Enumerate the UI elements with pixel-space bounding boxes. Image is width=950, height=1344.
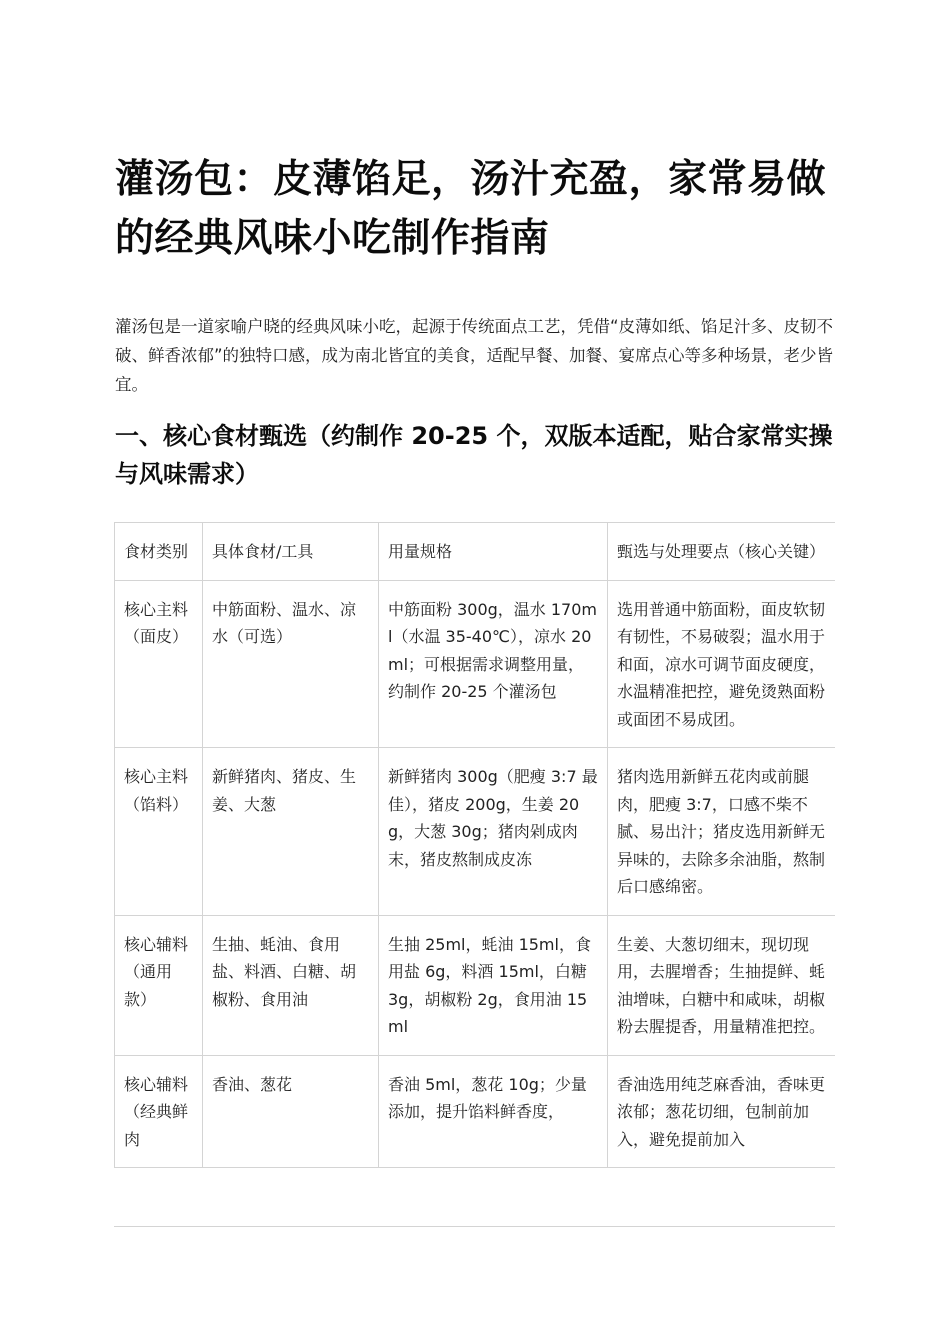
table-header-cell: 用量规格 xyxy=(379,523,608,581)
table-header-cell: 甄选与处理要点（核心关键） xyxy=(608,523,836,581)
table-cell-category: 核心主料（馅料） xyxy=(115,748,203,916)
table-cell-items: 新鲜猪肉、猪皮、生姜、大葱 xyxy=(203,748,379,916)
table-cell-category: 核心主料（面皮） xyxy=(115,580,203,748)
table-cell-notes: 生姜、大葱切细末，现切现用，去腥增香；生抽提鲜、蚝油增味，白糖中和咸味，胡椒粉去腥提香，用量精准把控。 xyxy=(608,915,836,1055)
table-row xyxy=(115,1055,836,1168)
table-header-cell: 食材类别 xyxy=(115,523,203,581)
table-row xyxy=(115,915,836,1055)
table-cell-items: 中筋面粉、温水、凉水（可选） xyxy=(203,580,379,748)
section-heading-ingredients: 一、核心食材甄选（约制作 20-25 个，双版本适配，贴合家常实操与风味需求） xyxy=(115,422,833,488)
table-cell-amount: 香油 5ml，葱花 10g；少量添加，提升馅料鲜香度， xyxy=(379,1055,608,1168)
table-row xyxy=(115,580,836,748)
table-cell-items: 生抽、蚝油、食用盐、料酒、白糖、胡椒粉、食用油 xyxy=(203,915,379,1055)
document-page xyxy=(115,150,835,493)
table-cell-notes: 猪肉选用新鲜五花肉或前腿肉，肥瘦 3:7，口感不柴不腻、易出汁；猪皮选用新鲜无异味的，去除多余油脂，熬制后口感绵密。 xyxy=(608,748,836,916)
document-title: 灌汤包：皮薄馅足，汤汁充盈，家常易做的经典风味小吃制作指南 xyxy=(115,157,827,261)
table-cell-category: 核心辅料（通用款） xyxy=(115,915,203,1055)
table-header-row xyxy=(115,523,836,581)
table-cell-amount: 中筋面粉 300g，温水 170ml（水温 35-40℃），凉水 20ml；可根据需求调整用量，约制作 20-25 个灌汤包 xyxy=(379,580,608,748)
table-header-cell: 具体食材/工具 xyxy=(203,523,379,581)
intro-paragraph: 灌汤包是一道家喻户晓的经典风味小吃，起源于传统面点工艺，凭借“皮薄如纸、馅足汁多、皮韧不破、鲜香浓郁”的独特口感，成为南北皆宜的美食，适配早餐、加餐、宴席点心等多种场景，老少皆宜。 xyxy=(115,317,834,394)
ingredients-table xyxy=(114,522,835,1168)
ingredients-table-container xyxy=(114,522,835,1227)
table-cell-notes: 选用普通中筋面粉，面皮软韧有韧性，不易破裂；温水用于和面，凉水可调节面皮硬度，水温精准把控，避免烫熟面粉或面团不易成团。 xyxy=(608,580,836,748)
table-cell-items: 香油、葱花 xyxy=(203,1055,379,1168)
table-cell-notes: 香油选用纯芝麻香油，香味更浓郁；葱花切细，包制前加入，避免提前加入 xyxy=(608,1055,836,1168)
table-cell-amount: 生抽 25ml，蚝油 15ml，食用盐 6g，料酒 15ml，白糖 3g，胡椒粉 2g，食用油 15ml xyxy=(379,915,608,1055)
table-row xyxy=(115,748,836,916)
table-cell-amount: 新鲜猪肉 300g（肥瘦 3:7 最佳），猪皮 200g，生姜 20g，大葱 30g；猪肉剁成肉末，猪皮熬制成皮冻 xyxy=(379,748,608,916)
table-cell-category: 核心辅料（经典鲜肉 xyxy=(115,1055,203,1168)
